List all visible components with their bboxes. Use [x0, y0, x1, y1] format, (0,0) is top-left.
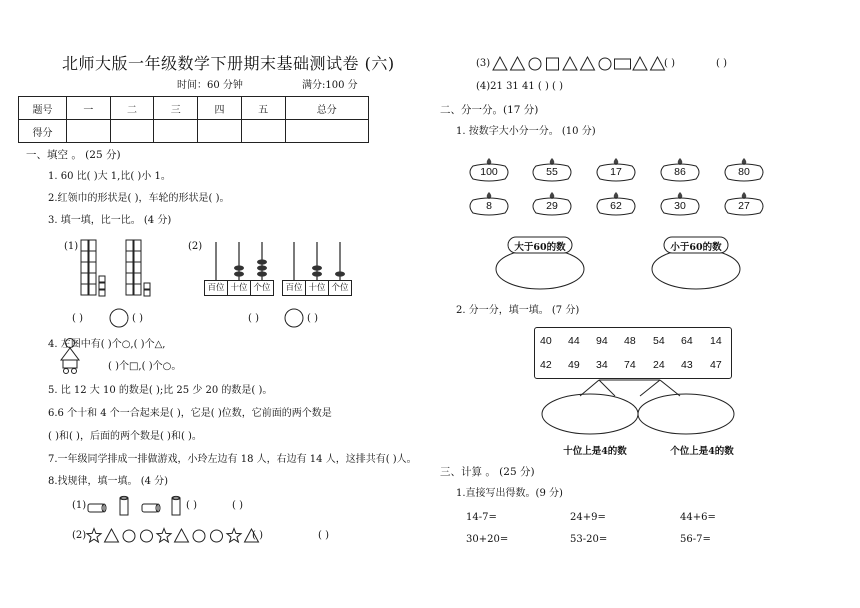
lamp-number: 55 — [546, 166, 558, 178]
ones-digit-4-label: 个位上是4的数 — [670, 446, 734, 457]
place-tens: 十位 — [228, 281, 251, 295]
q8-part4: (4)21 31 41 ( ) ( ) — [476, 81, 564, 92]
table-cell[interactable] — [285, 120, 368, 143]
lamp-card[interactable] — [658, 158, 702, 184]
compare-blank-a[interactable]: ( ) — [72, 313, 83, 324]
grid-number: 54 — [653, 335, 665, 347]
section3-heading: 三、计算 。 (25 分) — [440, 466, 535, 478]
grid-number: 34 — [596, 359, 608, 371]
pattern-shapes-figure — [86, 527, 256, 545]
lamp-card[interactable] — [722, 192, 766, 218]
q8-part2-label: (2) — [72, 530, 87, 541]
grid-number: 49 — [568, 359, 580, 371]
lamp-card[interactable] — [530, 192, 574, 218]
table-cell: 总分 — [285, 97, 368, 120]
lamp-number: 62 — [610, 200, 622, 212]
table-cell: 得分 — [19, 120, 67, 143]
grid-number: 74 — [624, 359, 636, 371]
triangle-icon — [633, 57, 647, 70]
calc-item[interactable]: 14-7= — [466, 512, 497, 523]
lamp-card[interactable] — [722, 158, 766, 184]
calc-item[interactable]: 24+9= — [570, 512, 606, 523]
score-table-score-row — [19, 120, 369, 143]
circle-icon — [211, 530, 223, 542]
lamp-number: 8 — [486, 200, 492, 212]
compare-blank-b[interactable]: ( ) — [132, 313, 143, 324]
question-1-4-line2: ( )个□,( )个○。 — [108, 361, 182, 372]
counting-blocks-figure — [78, 238, 178, 300]
abacus-rods — [282, 242, 352, 282]
calc-item[interactable]: 53-20= — [570, 534, 608, 545]
abacus-place-labels — [204, 280, 274, 296]
lamp-number: 100 — [480, 166, 498, 178]
tens-digit-4-label: 十位上是4的数 — [563, 446, 627, 457]
triangle-icon — [175, 529, 189, 542]
calc-item[interactable]: 44+6= — [680, 512, 716, 523]
lamp-number: 29 — [546, 200, 558, 212]
lamp-number: 86 — [674, 166, 686, 178]
table-cell[interactable] — [67, 120, 111, 143]
q3-part2-label: (2) — [188, 241, 203, 252]
square-icon — [547, 58, 559, 70]
q8-2-blank-a[interactable]: ( ) — [252, 530, 263, 541]
score-table — [18, 96, 369, 143]
triangle-icon — [105, 529, 119, 542]
lamp-number: 27 — [738, 200, 750, 212]
lamp-card[interactable] — [467, 158, 511, 184]
q8-2-blank-b[interactable]: ( ) — [318, 530, 329, 541]
abacus-right — [282, 242, 352, 298]
q3-part1-label: (1) — [64, 241, 79, 252]
circle-icon — [123, 530, 135, 542]
lamp-card[interactable] — [594, 192, 638, 218]
lamp-number: 80 — [738, 166, 750, 178]
question-1-5: 5. 比 12 大 10 的数是( );比 25 少 20 的数是( )。 — [48, 385, 273, 396]
grid-number: 94 — [596, 335, 608, 347]
pattern-cylinders-figure — [86, 496, 186, 518]
section2-heading: 二、分一分。(17 分) — [440, 104, 539, 116]
q8-3-blank-b[interactable]: ( ) — [716, 58, 727, 69]
circle-icon — [193, 530, 205, 542]
table-cell: 三 — [154, 97, 198, 120]
rectangle-icon — [615, 59, 631, 69]
q8-1-blank-a[interactable]: ( ) — [186, 500, 197, 511]
question-1-7: 7.一年级同学排成一排做游戏，小玲左边有 18 人，右边有 14 人，这排共有( )人。 — [48, 454, 417, 465]
abacus-rods — [204, 242, 274, 282]
circle-icon — [599, 58, 611, 70]
compare-blank-d[interactable]: ( ) — [307, 313, 318, 324]
grid-number: 44 — [568, 335, 580, 347]
place-hundreds: 百位 — [205, 281, 228, 295]
lamp-number: 17 — [610, 166, 622, 178]
question-2-1: 1. 按数字大小分一分。 (10 分) — [456, 126, 596, 137]
grid-number: 64 — [681, 335, 693, 347]
triangle-icon — [511, 57, 525, 70]
full-score: 满分:100 分 — [302, 80, 358, 91]
q8-part3-label: (3) — [476, 58, 491, 69]
table-cell[interactable] — [241, 120, 285, 143]
table-cell: 五 — [241, 97, 285, 120]
table-cell[interactable] — [198, 120, 242, 143]
table-cell: 一 — [67, 97, 111, 120]
lamp-number: 30 — [674, 200, 686, 212]
q8-3-blank-a[interactable]: ( ) — [664, 58, 675, 69]
triangle-icon — [563, 57, 577, 70]
less-than-60-label: 小于60的数 — [670, 242, 722, 253]
triangle-icon — [581, 57, 595, 70]
grid-number: 40 — [540, 335, 552, 347]
split-ovals — [540, 392, 740, 436]
grid-number: 14 — [710, 335, 722, 347]
q8-part1-label: (1) — [72, 500, 87, 511]
section1-heading: 一、填空 。 (25 分) — [26, 149, 121, 161]
lamp-card[interactable] — [467, 192, 511, 218]
grid-number: 48 — [624, 335, 636, 347]
question-1-4-line1: 4. 左图中有( )个○,( )个△, — [48, 339, 166, 350]
place-tens: 十位 — [306, 281, 329, 295]
question-1-2: 2.红领巾的形状是( )，车轮的形状是( )。 — [48, 193, 230, 204]
score-table-header-row — [19, 97, 369, 120]
abacus-place-labels — [282, 280, 352, 296]
lamp-card[interactable] — [594, 158, 638, 184]
table-cell: 二 — [110, 97, 154, 120]
calc-item[interactable]: 30+20= — [466, 534, 509, 545]
circle-icon — [141, 530, 153, 542]
page-title: 北师大版一年级数学下册期末基础测试卷 (六) — [62, 54, 395, 73]
question-1-6-line1: 6.6 个十和 4 个一合起来是( )，它是( )位数，它前面的两个数是 — [48, 408, 332, 419]
question-1-1: 1. 60 比( )大 1,比( )小 1。 — [48, 171, 171, 182]
place-ones: 个位 — [253, 283, 271, 293]
grid-number: 42 — [540, 359, 552, 371]
lamp-card[interactable] — [658, 192, 702, 218]
triangle-icon — [493, 57, 507, 70]
star-icon — [227, 529, 241, 543]
question-1-3: 3. 填一填，比一比。 (4 分) — [48, 215, 172, 226]
table-cell[interactable] — [154, 120, 198, 143]
table-cell: 四 — [198, 97, 242, 120]
star-icon — [87, 529, 101, 543]
circle-icon — [529, 58, 541, 70]
place-hundreds: 百位 — [283, 281, 306, 295]
compare-circle-icon[interactable] — [108, 308, 130, 328]
pattern-shapes-figure-3 — [492, 55, 662, 73]
exam-time: 时间：60 分钟 — [177, 80, 243, 91]
table-cell[interactable] — [110, 120, 154, 143]
grid-number: 24 — [653, 359, 665, 371]
question-2-2: 2. 分一分，填一填。 (7 分) — [456, 305, 580, 316]
place-ones: 个位 — [331, 283, 349, 293]
compare-blank-c[interactable]: ( ) — [248, 313, 259, 324]
question-1-6-line2: ( )和( )，后面的两个数是( )和( )。 — [48, 431, 202, 442]
star-icon — [157, 529, 171, 543]
question-3-1: 1.直接写出得数。(9 分) — [456, 488, 563, 499]
grid-number: 43 — [681, 359, 693, 371]
table-cell: 题号 — [19, 97, 67, 120]
greater-than-60-label: 大于60的数 — [514, 242, 566, 253]
grid-number: 47 — [710, 359, 722, 371]
q8-1-blank-b[interactable]: ( ) — [232, 500, 243, 511]
compare-circle-icon[interactable] — [283, 308, 305, 328]
calc-item[interactable]: 56-7= — [680, 534, 711, 545]
abacus-left — [204, 242, 274, 298]
triangle-icon — [651, 57, 665, 70]
question-1-8: 8.找规律，填一填。 (4 分) — [48, 476, 169, 487]
lamp-card[interactable] — [530, 158, 574, 184]
